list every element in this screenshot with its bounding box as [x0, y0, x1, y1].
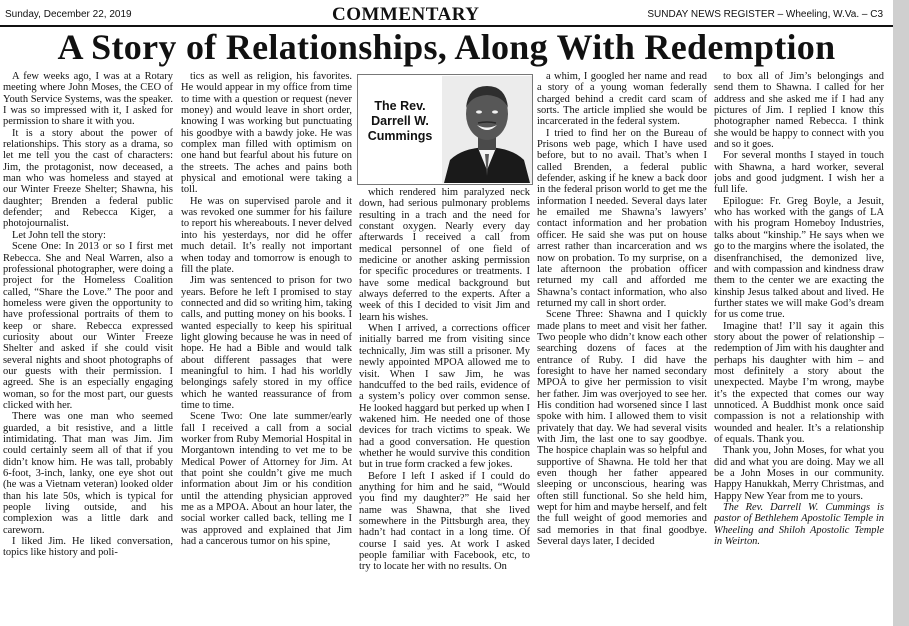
paragraph: Imagine that! I’ll say it again this story about the power of relationship – redemption of Jim with his daughter and perhaps his daughter with him – and most definitely a story about the unexpected. Maybe I’m wrong, maybe it’s the expected that comes our way unnoticed. A Buddhist monk once said compassion is not a relationship with wounded and healer. It’s a relationship of equals. Thank you. — [714, 320, 884, 445]
paragraph: to box all of Jim’s belongings and send them to Shawna. I called for her address and she asked me if I had any pictures of Jim. I replied I know this photographer named Rebecca. I think she would be happy to connect with you and so it goes. — [714, 71, 884, 151]
section-title: COMMENTARY — [332, 4, 480, 25]
paragraph: It is a story about the power of relationships. This story as a drama, so let me tell you the cast of characters: Jim, the protagonist, now deceased, a man who was homeless and stayed at our Winter Freeze Shelter; Shawna, his daughter; Brenden a federal public defender; and Rebecca Kiger, a photojournalist. — [3, 127, 173, 230]
scan-margin — [893, 0, 909, 626]
paragraph: He was on supervised parole and it was revoked one summer for his failure to report his whereabouts. I never delved into his yesterdays, nor did he offer much detail. It’s really not important when today and tomorrow is enough to fill the plate. — [181, 195, 352, 275]
paragraph: There was one man who seemed guarded, a bit resistive, and a little intimidating. That man was Jim. Jim could certainly seem all of that if you didn’t know him. He was tall, probably 6-foot, 3-inch, lanky, one eye shot out (he was a Vietnam veteran) looked older than his late 50s, which is typical for people living outside, and his complexion was a little dark and careworn. — [3, 411, 173, 536]
paragraph: A few weeks ago, I was at a Rotary meeting where John Moses, the CEO of Youth Service Systems, was the speaker. I was so impressed with it, I asked for permission to share it with you. — [3, 71, 173, 128]
author-credit: The Rev. Darrell W. Cummings is pastor of Bethlehem Apostolic Temple in Wheeling and Shiloh Apostolic Temple in Weirton. — [714, 502, 884, 548]
paragraph: I tried to find her on the Bureau of Prisons web page, which I have used before, but to no avail. That’s when I called Brenden, a federal public defender, asking if he knew a back door in the federal prison world to get me the information I needed. Several days later he emailed me Shawna’s lawyers’ contact information and her probation officer. He said she was put on house arrest rather than incarceration and ws now on probation. To my surprise, on a late afternoon the probation officer returned my call and afforded me Shawna’s contact information, who also returned my call in short order. — [537, 127, 707, 309]
paragraph: Scene Three: Shawna and I quickly made plans to meet and visit her father. Two people who didn’t know each other searching dozens of faces at the entrance of Ruby. I did have the foresight to have her named secondary MPOA to give her permission to visit her father. Jim was overjoyed to see her. His condition had worsened since I last spoke with him. I allowed them to visit privately that day. We had several visits with Jim, the last one to say goodbye. The hospice chaplain was so helpful and supportive of Shawna. He told her that even though her father appeared sleeping or unconscious, hearing was often still functional. So she held him, wept for him and maybe herself, and felt the full weight of good memories and sad memories in that final goodbye. Several days later, I decided — [537, 309, 707, 548]
paragraph: Scene One: In 2013 or so I first met Rebecca. She and Neal Warren, also a professional photographer, were doing a project for the Homeless Coalition called, “Share the Love.” The poor and homeless were given the opportunity to have professional portraits of them to keep or share. Rebecca expressed curiosity about our Winter Freeze Shelter and asked if she could visit several nights and shoot photographs of our guests with their permission. I agreed. She is an especially engaging woman, so for the most part, our guests clicked with her. — [3, 241, 173, 411]
article-column-4 — [537, 71, 707, 626]
article-column-5 — [714, 71, 884, 626]
issue-date: Sunday, December 22, 2019 — [5, 9, 132, 20]
paragraph: Epilogue: Fr. Greg Boyle, a Jesuit, who has worked with the gangs of LA with his program Homeboy Industries, talks about “kinship.” He says when we go to the margins where the isolated, the disenfranchised, the demonized live, and with compassion and kindness draw them to the center we are exacting the kinship Jesus talked about and lived. He further states we will make God’s dream for us come true. — [714, 195, 884, 321]
article-column-1 — [3, 71, 173, 626]
photo-caption: The Rev. Darrell W. Cummings — [367, 99, 433, 143]
paragraph: Let John tell the story: — [12, 229, 106, 241]
page-header — [0, 0, 893, 25]
paragraph: Scene Two: One late summer/early fall I received a call from a social worker from Ruby Memorial Hospital in Morgantown intending to vet me to be Medical Power of Attorney for Jim. At that point she couldn’t give me much information about Jim or his condition until the attending physician approved me as a MPOA. About an hour later, the social worker called back, telling me I was approved and explained that Jim had a cancerous tumor on his spine, — [181, 411, 352, 548]
article-column-2 — [181, 71, 352, 626]
article-column-3 — [359, 187, 530, 626]
publication-line: SUNDAY NEWS REGISTER – Wheeling, W.Va. – C3 — [647, 9, 883, 20]
author-photo-box — [357, 74, 533, 185]
paragraph: For several months I stayed in touch with Shawna, a hard worker, several jobs and good judgment. I wish her a full life. — [714, 150, 884, 196]
paragraph: I liked Jim. He liked conversation, topics like history and poli- — [3, 536, 173, 559]
paragraph: tics as well as religion, his favorites. He would appear in my office from time to time with a question or request (never money) and would leave in short order, knowing I was working but punctuating his goodbye with a bawdy joke. He was complex man filled with optimism on one hand but fearful about his future on the streets. The aches and pains both physical and emotional were taking a toll. — [181, 71, 352, 196]
paragraph: a whim, I googled her name and read a story of a young woman federally charged behind a credit card scam of sorts. The article implied she would be incarcerated in the federal system. — [537, 71, 707, 128]
paragraph: which rendered him paralyzed neck down, had serious pulmonary problems resulting in a trach and the need for constant oxygen. Nearly every day afterwards I received a call from medical personnel of one field of medicine or another asking permission for specific procedures or treatments. I have some medical background but always deferred to the experts. After a week of this I decided to visit Jim and learn his wishes. — [359, 187, 530, 323]
paragraph: Jim was sentenced to prison for two years. Before he left I promised to stay connected and did so writing him, taking calls, and putting money on his books. I wanted especially to keep his spiritual light glowing because he was in need of hope. He had a Bible and would talk about different passages that were meaningful to him. I had his worldly belongings safely stored in my office which he wanted reassurance of from time to time. — [181, 275, 352, 411]
paragraph: Before I left I asked if I could do anything for him and he said, “Would you find my daughter?” He said her name was Shawna, that she lived somewhere in the Pittsburgh area, they hadn’t had contact in a long time. Of course I said yes. At work I asked people familiar with Facebook, etc, to try to locate her with no results. On — [359, 470, 530, 573]
author-portrait — [442, 76, 532, 183]
headline: A Story of Relationships, Along With Redemption — [57, 27, 836, 67]
paragraph: When I arrived, a corrections officer initially barred me from visiting since technically, Jim was still a prisoner. My newly appointed MPOA allowed me to visit. When I saw Jim, he was handcuffed to the bed rails, evidence of a system’s policy over common sense. He looked haggard but perked up when I wakened him. He needed one of those devices for trach victims to speak. We had a good conversation. He question whether he would survive this condition but in true form cracked a few jokes. — [359, 323, 530, 471]
paragraph: Thank you, John Moses, for what you did and what you are doing. May we all be a John Moses in our community. Happy Hanukkah, Merry Christmas, and Happy New Year from me to yours. — [714, 445, 884, 502]
